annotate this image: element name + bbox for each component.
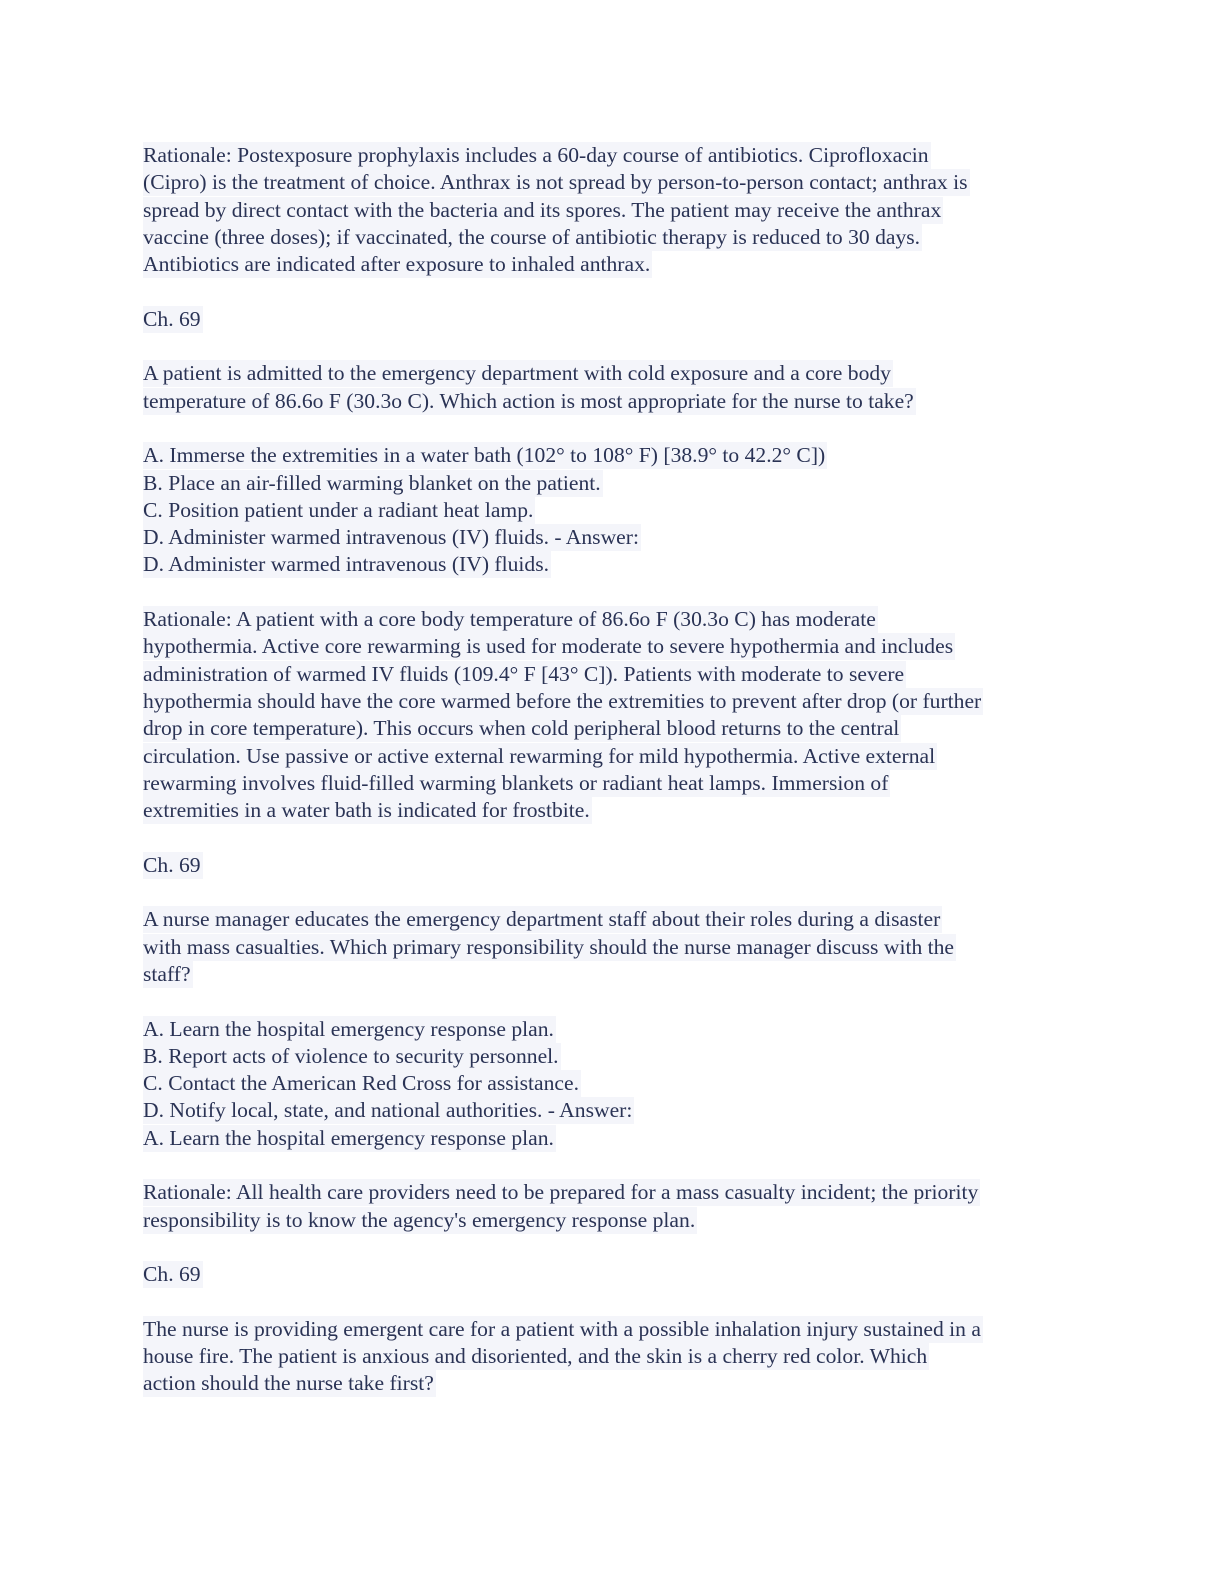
text-line: action should the nurse take first? [143, 1371, 434, 1396]
text-line: circulation. Use passive or active external rewarming for mild hypothermia. Active external [143, 743, 936, 768]
question-paragraph [143, 360, 1083, 415]
rationale-paragraph [143, 142, 1083, 278]
text-line: temperature of 86.6o F (30.3o C). Which action is most appropriate for the nurse to take? [143, 388, 914, 413]
chapter-label [143, 306, 1083, 333]
text-line: responsibility is to know the agency's emergency response plan. [143, 1207, 696, 1232]
text-line: Ch. 69 [143, 1262, 201, 1287]
text-line: Antibiotics are indicated after exposure to inhaled anthrax. [143, 252, 651, 277]
text-line: vaccine (three doses); if vaccinated, the course of antibiotic therapy is reduced to 30 days. [143, 224, 921, 249]
option-line: A. Immerse the extremities in a water bath (102° to 108° F) [38.9° to 42.2° C]) [143, 443, 826, 468]
rationale-paragraph [143, 1179, 1083, 1234]
text-line: hypothermia. Active core rewarming is used for moderate to severe hypothermia and includes [143, 634, 954, 659]
rationale-paragraph [143, 606, 1083, 824]
text-line: Ch. 69 [143, 852, 201, 877]
document-page [143, 142, 1083, 1425]
text-line: A patient is admitted to the emergency department with cold exposure and a core body [143, 361, 891, 386]
text-line: house fire. The patient is anxious and disoriented, and the skin is a cherry red color. Which [143, 1344, 928, 1369]
answer-line: A. Learn the hospital emergency response plan. [143, 1125, 554, 1150]
text-line: with mass casualties. Which primary responsibility should the nurse manager discuss with the [143, 934, 955, 959]
chapter-label [143, 852, 1083, 879]
option-line: C. Position patient under a radiant heat lamp. [143, 497, 534, 522]
question-paragraph [143, 906, 1083, 988]
option-line: B. Report acts of violence to security personnel. [143, 1043, 559, 1068]
text-line: staff? [143, 961, 191, 986]
option-line: B. Place an air-filled warming blanket on the patient. [143, 470, 601, 495]
text-line: hypothermia should have the core warmed before the extremities to prevent after drop (or further [143, 688, 982, 713]
text-line: Ch. 69 [143, 306, 201, 331]
text-line: The nurse is providing emergent care for a patient with a possible inhalation injury sustained in a [143, 1316, 981, 1341]
text-line: Rationale: A patient with a core body temperature of 86.6o F (30.3o C) has moderate [143, 607, 876, 632]
option-line: D. Administer warmed intravenous (IV) fluids. - Answer: [143, 525, 639, 550]
text-line: A nurse manager educates the emergency department staff about their roles during a disaster [143, 907, 941, 932]
text-line: Rationale: All health care providers need to be prepared for a mass casualty incident; the priority [143, 1180, 979, 1205]
option-line: D. Notify local, state, and national authorities. - Answer: [143, 1098, 633, 1123]
text-line: Rationale: Postexposure prophylaxis includes a 60-day course of antibiotics. Ciprofloxacin [143, 143, 929, 167]
answer-options [143, 442, 1083, 578]
chapter-label [143, 1261, 1083, 1288]
text-line: rewarming involves fluid-filled warming blankets or radiant heat lamps. Immersion of [143, 770, 889, 795]
text-line: drop in core temperature). This occurs when cold peripheral blood returns to the central [143, 716, 900, 741]
text-line: (Cipro) is the treatment of choice. Anthrax is not spread by person-to-person contact; anthrax is [143, 170, 968, 195]
text-line: extremities in a water bath is indicated for frostbite. [143, 798, 590, 823]
text-line: administration of warmed IV fluids (109.4° F [43° C]). Patients with moderate to severe [143, 661, 905, 686]
option-line: C. Contact the American Red Cross for assistance. [143, 1071, 579, 1096]
question-paragraph [143, 1316, 1083, 1398]
answer-options [143, 1016, 1083, 1152]
text-line: spread by direct contact with the bacteria and its spores. The patient may receive the anthrax [143, 197, 942, 222]
answer-line: D. Administer warmed intravenous (IV) fluids. [143, 552, 550, 577]
option-line: A. Learn the hospital emergency response plan. [143, 1016, 554, 1041]
